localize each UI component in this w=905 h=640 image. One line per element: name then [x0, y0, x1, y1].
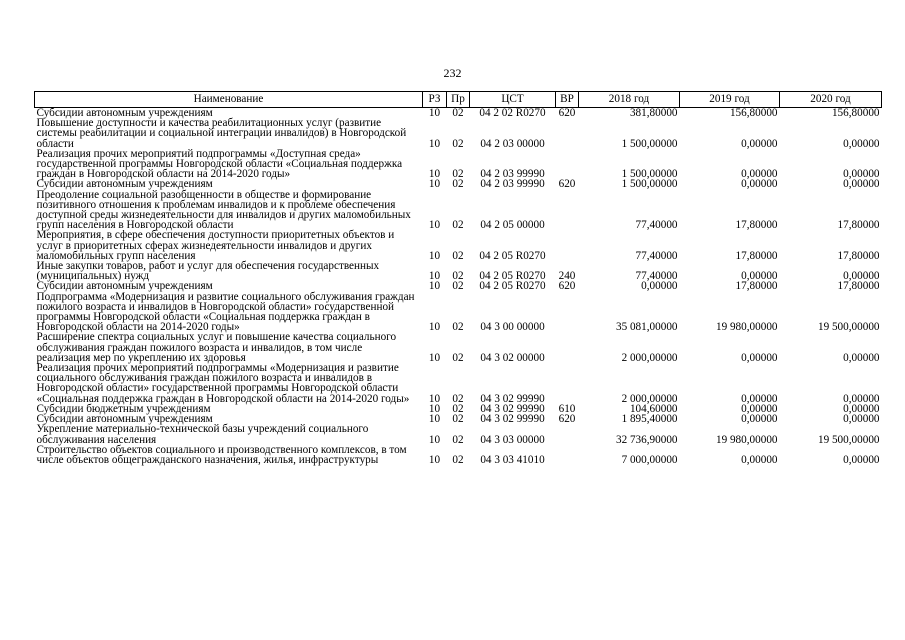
col-header-rz: РЗ — [423, 92, 447, 108]
row-vr — [556, 230, 579, 261]
table-row — [35, 261, 882, 281]
row-pr: 02 — [452, 219, 464, 232]
row-pr: 02 — [452, 402, 464, 415]
row-rz: 10 — [428, 321, 441, 334]
row-cst: 04 3 03 00000 — [480, 433, 545, 446]
row-2019: 0,00000 — [741, 351, 778, 364]
row-rz: 10 — [428, 219, 441, 232]
row-2020: 0,00000 — [843, 392, 880, 405]
row-vr — [556, 445, 579, 465]
row-2018: 1 895,40000 — [621, 413, 678, 426]
row-2019: 17,80000 — [735, 249, 778, 262]
col-header-2020: 2020 год — [780, 92, 882, 108]
page-number: 232 — [443, 66, 462, 80]
row-name: Укрепление материально-технической базы учреждений социального обслуживания населения — [36, 423, 369, 446]
row-name: Подпрограмма «Модернизация и развитие социального обслуживания граждан пожилого возраста и инвалидов в Новгородской области» государственной программы Новгородской области «Социальная поддержка граждан в Новгородской области на 2014-2020 годы» — [36, 290, 415, 334]
row-cst: 04 3 02 00000 — [480, 351, 545, 364]
row-cst: 04 3 02 99990 — [480, 402, 545, 415]
row-2018: 77,40000 — [635, 249, 678, 262]
row-2018: 2 000,00000 — [621, 351, 678, 364]
row-pr: 02 — [452, 433, 464, 446]
row-2020: 19 500,00000 — [817, 433, 880, 446]
row-cst: 04 2 03 99990 — [480, 178, 545, 191]
table-row — [35, 445, 882, 465]
row-2019: 0,00000 — [741, 413, 778, 426]
row-2020: 0,00000 — [843, 351, 880, 364]
col-header-cst: ЦСТ — [470, 92, 556, 108]
row-2018: 0,00000 — [641, 280, 678, 293]
row-2019: 0,00000 — [741, 178, 778, 191]
row-cst: 04 2 05 00000 — [480, 219, 545, 232]
row-rz: 10 — [428, 453, 441, 466]
row-vr: 620 — [558, 280, 576, 293]
row-vr — [556, 332, 579, 363]
table-row — [35, 292, 882, 333]
row-pr: 02 — [452, 137, 464, 150]
row-name: Повышение доступности и качества реабилитационных услуг (развитие системы реабилитации и социальной интеграции инвалидов) в Новгородской области — [36, 117, 407, 150]
table-row — [35, 118, 882, 149]
row-2018: 2 000,00000 — [621, 392, 678, 405]
row-pr: 02 — [452, 453, 464, 466]
row-2020: 0,00000 — [843, 178, 880, 191]
row-2020: 17,80000 — [837, 249, 880, 262]
row-2020: 156,80000 — [831, 107, 880, 119]
table-row — [35, 230, 882, 261]
row-vr — [556, 149, 579, 180]
row-cst: 04 2 03 00000 — [480, 137, 545, 150]
row-2020: 0,00000 — [843, 453, 880, 466]
row-vr — [556, 363, 579, 404]
col-header-2019: 2019 год — [680, 92, 780, 108]
row-pr: 02 — [452, 107, 464, 119]
row-2020: 0,00000 — [843, 270, 880, 283]
row-2018: 77,40000 — [635, 219, 678, 232]
row-2018: 381,80000 — [629, 107, 678, 119]
row-2018: 1 500,00000 — [621, 178, 678, 191]
row-name: Реализация прочих мероприятий подпрограммы «Модернизация и развитие социального обслуживания граждан пожилого возраста и инвалидов в Новгородской области» государственной программы Новгородской области «Социальная поддержка граждан в Новгородской области на 2014-2020 годы» — [36, 362, 410, 405]
row-2019: 0,00000 — [741, 137, 778, 150]
row-2019: 19 980,00000 — [715, 321, 778, 334]
row-name: Субсидии автономным учреждениям — [36, 107, 213, 119]
row-cst: 04 2 03 99990 — [480, 168, 545, 181]
col-header-pr: Пр — [447, 92, 470, 108]
table-row — [35, 149, 882, 180]
row-2019: 0,00000 — [741, 453, 778, 466]
row-name: Строительство объектов социального и производственного комплексов, в том числе объектов общегражданского назначения, жилья, инфраструктуры — [36, 443, 407, 466]
row-2019: 156,80000 — [729, 107, 778, 119]
row-rz: 10 — [428, 178, 441, 191]
row-2019: 17,80000 — [735, 219, 778, 232]
col-header-vr: ВР — [556, 92, 579, 108]
row-2020: 19 500,00000 — [817, 321, 880, 334]
row-2020: 0,00000 — [843, 137, 880, 150]
table-row — [35, 424, 882, 444]
row-name: Иные закупки товаров, работ и услуг для обеспечения государственных (муниципальных) нужд — [36, 260, 380, 283]
row-vr: 610 — [558, 402, 576, 415]
row-pr: 02 — [452, 249, 464, 262]
row-rz: 10 — [428, 280, 441, 293]
row-2018: 1 500,00000 — [621, 168, 678, 181]
row-rz: 10 — [428, 392, 441, 405]
row-rz: 10 — [428, 413, 441, 426]
row-rz: 10 — [428, 168, 441, 181]
row-vr — [556, 118, 579, 149]
row-2019: 0,00000 — [741, 270, 778, 283]
row-2018: 77,40000 — [635, 270, 678, 283]
row-2018: 7 000,00000 — [621, 453, 678, 466]
row-vr: 620 — [558, 413, 576, 426]
table-header-row — [35, 92, 882, 108]
row-2018: 1 500,00000 — [621, 137, 678, 150]
row-name: Субсидии автономным учреждениям — [36, 280, 213, 293]
table-row — [35, 332, 882, 363]
row-cst: 04 3 03 41010 — [480, 453, 545, 466]
row-rz: 10 — [428, 249, 441, 262]
row-2020: 0,00000 — [843, 413, 880, 426]
row-cst: 04 2 02 R0270 — [479, 107, 546, 119]
row-name: Мероприятия, в сфере обеспечения доступности приоритетных объектов и услуг в приоритетных сферах жизнедеятельности инвалидов и других маломобильных групп населения — [36, 229, 395, 262]
row-rz: 10 — [428, 402, 441, 415]
row-pr: 02 — [452, 413, 464, 426]
row-2019: 0,00000 — [741, 402, 778, 415]
row-vr: 620 — [558, 107, 576, 119]
row-pr: 02 — [452, 280, 464, 293]
row-rz: 10 — [428, 107, 441, 119]
row-rz: 10 — [428, 137, 441, 150]
col-header-2018: 2018 год — [579, 92, 680, 108]
row-2020: 0,00000 — [843, 168, 880, 181]
row-name: Субсидии автономным учреждениям — [36, 178, 213, 191]
row-name: Реализация прочих мероприятий подпрограммы «Доступная среда» государственной программы Новгородской области «Социальная поддержка граждан в Новгородской области на 2014-2020 годы» — [36, 147, 403, 181]
row-2019: 19 980,00000 — [715, 433, 778, 446]
table-row — [35, 190, 882, 231]
row-cst: 04 2 05 R0270 — [479, 280, 546, 293]
row-pr: 02 — [452, 392, 464, 405]
row-vr — [556, 424, 579, 444]
row-2018: 32 736,90000 — [615, 433, 678, 446]
row-name: Расширение спектра социальных услуг и повышение качества социального обслуживания граждан пожилого возраста и инвалидов, в том числе реализация мер по укреплению их здоровья — [36, 331, 397, 364]
row-vr: 240 — [558, 270, 576, 283]
budget-table — [34, 91, 882, 465]
row-2019: 0,00000 — [741, 168, 778, 181]
row-pr: 02 — [452, 168, 464, 181]
row-pr: 02 — [452, 270, 464, 283]
row-cst: 04 3 02 99990 — [480, 392, 545, 405]
row-cst: 04 3 02 99990 — [480, 413, 545, 426]
row-vr: 620 — [558, 178, 576, 191]
row-rz: 10 — [428, 270, 441, 283]
row-rz: 10 — [428, 433, 441, 446]
table-row — [35, 363, 882, 404]
row-2020: 0,00000 — [843, 402, 880, 415]
row-2019: 17,80000 — [735, 280, 778, 293]
row-name: Субсидии бюджетным учреждениям — [36, 402, 211, 415]
row-2019: 0,00000 — [741, 392, 778, 405]
row-vr — [556, 292, 579, 333]
row-2018: 104,60000 — [629, 402, 678, 415]
row-2020: 17,80000 — [837, 219, 880, 232]
row-pr: 02 — [452, 351, 464, 364]
row-2018: 35 081,00000 — [615, 321, 678, 334]
row-cst: 04 3 00 00000 — [480, 321, 545, 334]
row-name: Преодоление социальной разобщенности в обществе и формирование позитивного отношения к проблемам инвалидов и к проблеме обеспечения доступной среды жизнедеятельности для инвалидов и других маломобильных групп населения в Новгородской области — [36, 188, 411, 232]
col-header-name: Наименование — [35, 92, 423, 108]
row-pr: 02 — [452, 321, 464, 334]
row-name: Субсидии автономным учреждениям — [36, 413, 213, 426]
row-pr: 02 — [452, 178, 464, 191]
row-vr — [556, 190, 579, 231]
row-cst: 04 2 05 R0270 — [479, 270, 546, 283]
row-cst: 04 2 05 R0270 — [479, 249, 546, 262]
row-2020: 17,80000 — [837, 280, 880, 293]
row-rz: 10 — [428, 351, 441, 364]
